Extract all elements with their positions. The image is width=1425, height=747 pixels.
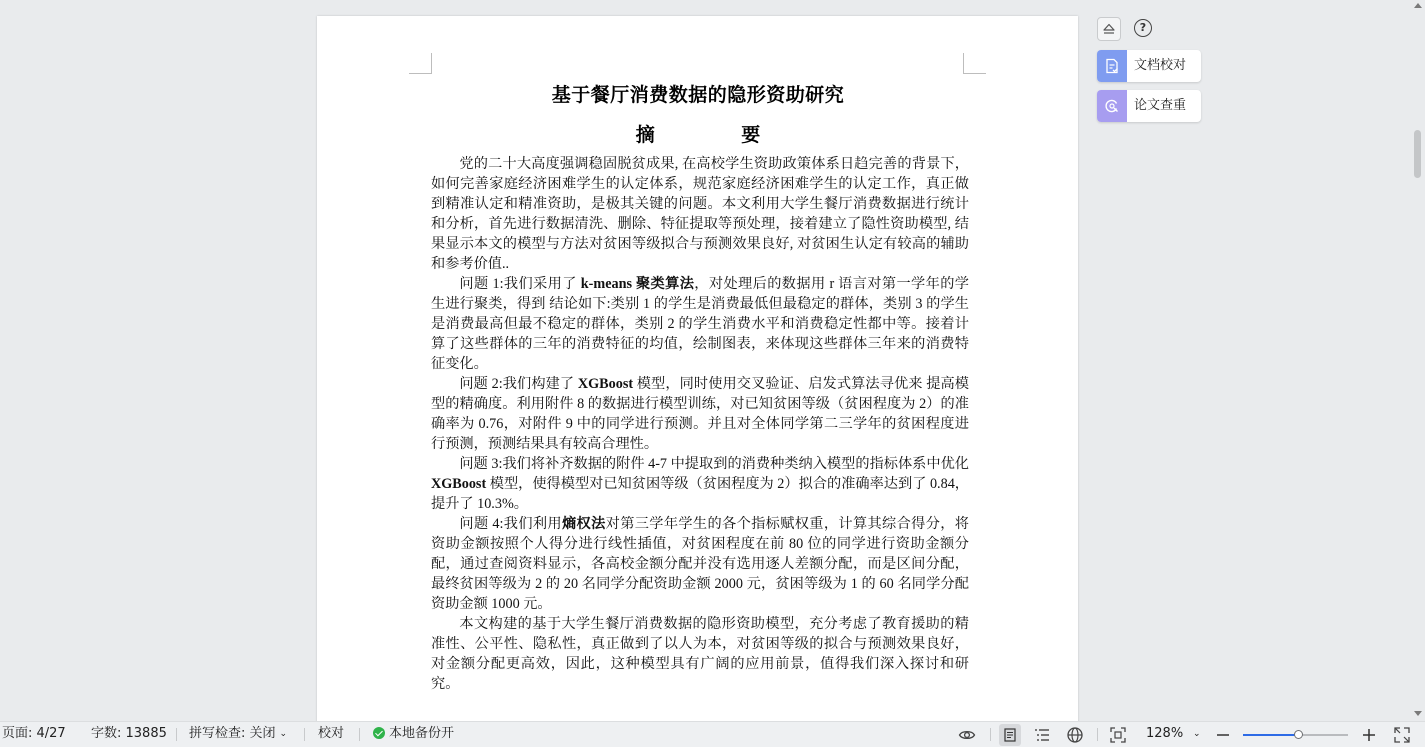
document-proofread-label: 文档校对 (1134, 58, 1187, 73)
abstract-paragraph[interactable] (431, 154, 969, 274)
status-divider (990, 728, 991, 741)
zoom-in-icon[interactable] (1360, 726, 1378, 744)
zoom-level[interactable]: 128% (1146, 726, 1184, 741)
spell-check-label: 拼写检查: 关闭 (189, 726, 276, 741)
paragraph-text: 模型，同时使用交叉验证、启发式算法寻优来 提高模型的精确度。利用附件 8 的数据进行模型训练，对已知贫困等级（贫困程度为 2）的准确率为 0.76，对附件 9 中的同学进行预测。并且对全体同学第二三学年的贫困程度进行预测，预测结果具有较高合理性。 (431, 376, 969, 452)
page-view-button[interactable] (999, 724, 1021, 746)
fullscreen-icon[interactable] (1393, 726, 1411, 744)
paragraph-text: 问题 2:我们构建了 (459, 376, 578, 392)
search-duplicate-icon (1097, 90, 1127, 122)
paragraph-text: 问题 1:我们采用了 (459, 276, 581, 292)
status-divider (176, 728, 177, 741)
eject-icon (1103, 23, 1115, 35)
document-check-icon (1097, 50, 1127, 82)
status-bar (0, 721, 1425, 747)
abstract-paragraph[interactable] (431, 514, 969, 614)
bold-term: XGBoost (577, 376, 634, 392)
abstract-paragraph[interactable] (431, 614, 969, 694)
document-proofread-button[interactable] (1097, 50, 1201, 82)
zoom-slider[interactable] (1243, 734, 1348, 736)
document-page[interactable] (317, 16, 1078, 721)
vertical-scrollbar[interactable] (1411, 0, 1425, 721)
paragraph-text: 对第三学年学生的各个指标赋权重，计算其综合得分，将资助金额按照个人得分进行线性插值，对贫困程度在前 80 位的同学进行资助金额分配，通过查阅资料显示，各高校金额分配并没有选用逐人差额分配，而是区间分配，最终贫困等级为 2 的 20 名同学分配资助金额 2000 元，贫困等级为 1 的 60 名同学分配资助金额 1000 元。 (431, 516, 969, 612)
document-title[interactable]: 基于餐厅消费数据的隐形资助研究 (551, 84, 845, 106)
abstract-paragraph[interactable] (431, 454, 969, 514)
globe-icon[interactable] (1066, 726, 1084, 744)
abstract-body[interactable] (431, 154, 969, 694)
paragraph-text: 党的二十大高度强调稳固脱贫成果, 在高校学生资助政策体系日趋完善的背景下，如何完善家庭经济困难学生的认定体系，规范家庭经济困难学生的认定工作，真正做到精准认定和精准资助，是极其关键的问题。本文利用大学生餐厅消费数据进行统计和分析，首先进行数据清洗、删除、特征提取等预处理，接着建立了隐性资助模型, 结果显示本文的模型与方法对贫困等级拟合与预测效果良好, 对贫困生认定有较高的辅助和参考价值.. (431, 156, 969, 272)
paragraph-text: ，对处理后的数据用 r 语言对第一学年的学生进行聚类，得到 结论如下:类别 1 的学生是消费最低但最稳定的群体，类别 3 的学生是消费最高但最不稳定的群体，类别 2 的学生消费水平和消费稳定性都中等。接着计算了这些群体的三年的消费特征的均值，绘制图表，来体现这些群体三年来的消费特征变化。 (431, 276, 969, 372)
chevron-down-icon: ⌄ (279, 729, 288, 739)
paragraph-text: 问题 3:我们将补齐数据的附件 4-7 中提取到的消费种类纳入模型的指标体系中优化 (459, 456, 969, 472)
paragraph-text: 模型，使得模型对已知贫困等级（贫困程度为 2）拟合的准确率达到了 0.84，提升了 10.3%。 (431, 476, 969, 512)
scroll-up-arrow-icon[interactable] (1414, 3, 1422, 8)
status-divider (1097, 728, 1098, 741)
local-backup-label: 本地备份开 (389, 726, 455, 741)
page-view-icon (1004, 728, 1016, 742)
zoom-slider-fill (1243, 734, 1299, 736)
zoom-out-icon[interactable] (1214, 726, 1232, 744)
fit-page-icon[interactable] (1109, 726, 1127, 744)
abstract-paragraph[interactable] (431, 274, 969, 374)
word-count[interactable]: 字数: 13885 (91, 726, 167, 741)
eye-icon[interactable] (958, 726, 976, 744)
margin-corner-top-right (963, 53, 986, 74)
status-divider (359, 728, 360, 741)
paragraph-text: 问题 4:我们利用 (459, 516, 562, 532)
bold-term: k-means 聚类算法 (580, 276, 695, 292)
bold-term: 熵权法 (561, 516, 606, 532)
abstract-paragraph[interactable] (431, 374, 969, 454)
outline-view-icon[interactable] (1033, 726, 1051, 744)
zoom-slider-handle[interactable] (1294, 730, 1303, 739)
scroll-down-arrow-icon[interactable] (1414, 711, 1422, 716)
bold-term: XGBoost (431, 476, 487, 492)
collapse-panel-button[interactable] (1097, 17, 1121, 41)
paragraph-text: 本文构建的基于大学生餐厅消费数据的隐形资助模型，充分考虑了教育援助的精准性、公平性、隐私性，真正做到了以人为本，对贫困等级的拟合与预测效果良好，对金额分配更高效，因此，这种模型具有广阔的应用前景，值得我们深入探讨和研究。 (431, 616, 969, 692)
chevron-down-icon[interactable]: ⌄ (1193, 729, 1201, 739)
page-indicator[interactable]: 页面: 4/27 (2, 726, 66, 741)
paper-plagiarism-check-button[interactable] (1097, 90, 1201, 122)
local-backup-status[interactable] (373, 722, 454, 746)
scrollbar-thumb[interactable] (1414, 130, 1421, 178)
check-circle-icon (373, 727, 385, 739)
help-button[interactable]: ? (1134, 19, 1152, 37)
paper-plagiarism-check-label: 论文查重 (1134, 98, 1187, 113)
abstract-heading[interactable]: 摘 要 (635, 124, 761, 146)
margin-corner-top-left (409, 53, 432, 74)
spell-check-toggle[interactable] (189, 722, 287, 746)
proofread-button[interactable]: 校对 (318, 726, 345, 741)
status-divider (304, 728, 305, 741)
